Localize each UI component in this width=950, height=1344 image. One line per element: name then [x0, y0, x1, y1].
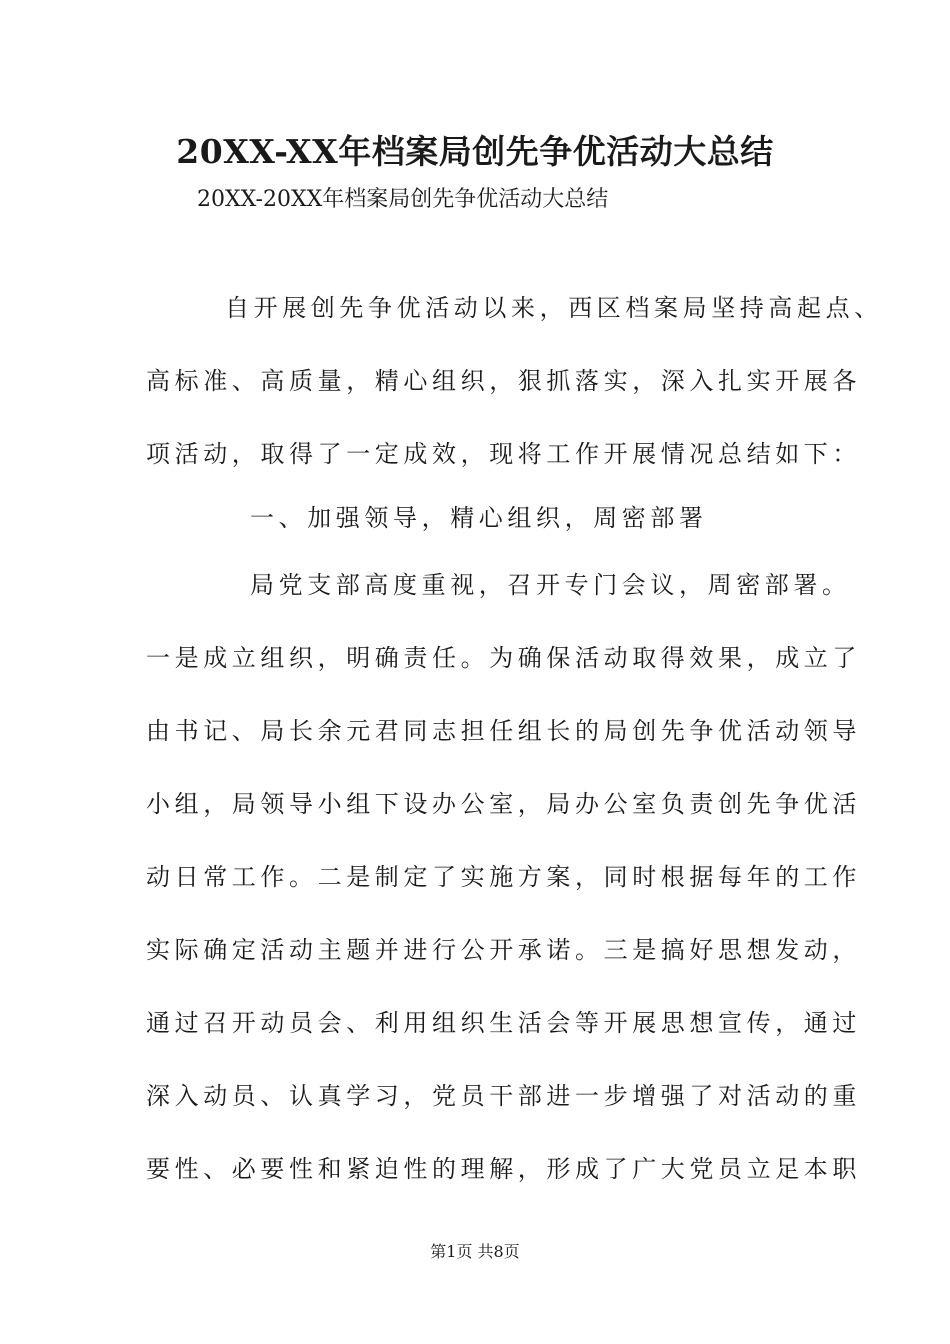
body-line-11: 通过召开动员会、利用组织生活会等开展思想宣传，通过 [146, 1009, 861, 1037]
body-line-9: 动日常工作。二是制定了实施方案，同时根据每年的工作 [146, 863, 861, 891]
body-line-8: 小组，局领导小组下设办公室，局办公室负责创先争优活 [146, 790, 861, 818]
body-line-1: 自开展创先争优活动以来，西区档案局坚持高起点、 [225, 294, 883, 322]
page-number-footer: 第1页 共8页 [430, 1242, 520, 1261]
body-line-7: 由书记、局长余元君同志担任组长的局创先争优活动领导 [146, 717, 861, 745]
body-line-2: 高标准、高质量，精心组织，狠抓落实，深入扎实开展各 [146, 367, 861, 395]
body-line-12: 深入动员、认真学习，党员干部进一步增强了对活动的重 [146, 1082, 861, 1110]
document-title: 20XX-XX年档案局创先争优活动大总结 [176, 132, 774, 171]
body-line-6: 一是成立组织，明确责任。为确保活动取得效果，成立了 [146, 644, 861, 672]
document-subtitle: 20XX-20XX年档案局创先争优活动大总结 [197, 187, 609, 212]
section-heading-1: 一、加强领导，精心组织，周密部署 [250, 504, 708, 532]
body-line-5: 局党支部高度重视，召开专门会议，周密部署。 [250, 571, 851, 599]
body-line-3: 项活动，取得了一定成效，现将工作开展情况总结如下： [146, 440, 861, 468]
body-line-10: 实际确定活动主题并进行公开承诺。三是搞好思想发动， [146, 936, 861, 964]
body-line-13: 要性、必要性和紧迫性的理解，形成了广大党员立足本职 [146, 1155, 861, 1183]
